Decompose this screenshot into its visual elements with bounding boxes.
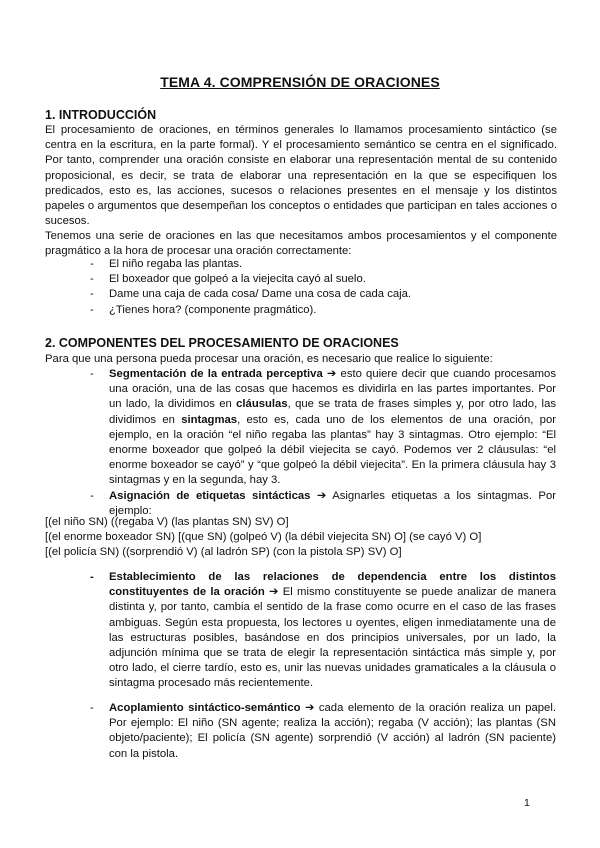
item-title: Acoplamiento sintáctico-semántico: [109, 702, 301, 714]
component-syntactic-labels: - Asignación de etiquetas sintácticas ➔ Asignarles etiquetas a los sintagmas. Por ejemplo:: [90, 490, 557, 518]
list-item: - Dame una caja de cada cosa/ Dame una cosa de cada caja.: [90, 287, 411, 302]
page-number: 1: [524, 797, 530, 809]
item-title: Establecimiento de las relaciones de dependencia entre los distintos constituyentes de la oración: [109, 571, 556, 599]
parse-example-1: [(el niño SN) ((regaba V) (las plantas SN) SV) O]: [45, 516, 289, 528]
parse-example-2: [(el enorme boxeador SN) [(que SN) (golpeó V) (la débil viejecita SN) O] (se cayó V) O]: [45, 531, 482, 543]
list-item: - ¿Tienes hora? (componente pragmático).: [90, 303, 411, 318]
page-title: TEMA 4. COMPRENSIÓN DE ORACIONES: [160, 74, 440, 90]
item-title: Asignación de etiquetas sintácticas: [109, 490, 311, 502]
section-2-intro: Para que una persona pueda procesar una oración, es necesario que realice lo siguiente:: [45, 353, 493, 365]
component-syntactic-semantic-coupling: - Acoplamiento sintáctico-semántico ➔ cada elemento de la oración realiza un papel. Por ejemplo: El niño (SN agente; realiza la acción); regaba (V acción); las plantas (SN objeto/paciente); El policía (SN agente) sorprendió (V acción) al ladrón (SN paciente) con la pistola.: [90, 702, 556, 760]
section-1-heading: 1. INTRODUCCIÓN: [45, 108, 157, 122]
intro-paragraph-1: El procesamiento de oraciones, en términos generales lo llamamos procesamiento sintáctico (se centra en la escritura, en la parte formal). Y el procesamiento semántico se centra en el significado. Por tanto, comprender una oración consiste en elaborar una representación mental de su contenido proposicional, es decir, se trata de elaborar una representación en la que se especifiquen los predicados, esto es, las acciones, sucesos o relaciones presentes en el mensaje y los distintos papeles o argumentos que desempeñan los conceptos o entidades que participan en tales acciones o sucesos.: [45, 124, 557, 228]
intro-paragraph-2: Tenemos una serie de oraciones en las que necesitamos ambos procesamientos y el componente pragmático a la hora de procesar una oración correctamente:: [45, 230, 557, 258]
list-item: - El niño regaba las plantas.: [90, 257, 411, 272]
component-segmentation: - Segmentación de la entrada perceptiva ➔ esto quiere decir que cuando procesamos una oración, una de las cosas que hacemos es dividirla en las partes importantes. Por un lado, la dividimos en cláusulas, que se trata de frases simples y, por otro lado, las dividimos en sintagmas, esto es, cada uno de los elementos de una oración, por ejemplo, en la oración “el niño regaba las plantas” hay 3 sintagmas. Otro ejemplo: “El enorme boxeador que golpeó la débil viejecita se cayó. Podemos ver 2 cláusulas: “el enorme boxeador se cayó” y “que golpeó la débil viejecita”. En la primera cláusula hay 3 sintagmas y en la segunda, hay 3.: [90, 368, 556, 487]
section-2-heading: 2. COMPONENTES DEL PROCESAMIENTO DE ORACIONES: [45, 336, 399, 350]
component-dependency-relations: - Establecimiento de las relaciones de dependencia entre los distintos constituyentes de la oración ➔ El mismo constituyente se puede analizar de manera distinta y, por tanto, cambia el sentido de la frase como ocurre en el caso de las frases ambiguas. Según esta propuesta, los lectores u oyentes, eligen inmediatamente una de las estructuras posibles, basándose en dos principios universales, por un lado, la adjunción mínima que se trata de elegir la representación sintáctica más simple y, por otro lado, el cierre tardío, esto es, unir las nuevas unidades gramaticales a la cláusula o sintagma procesado más recientemente.: [90, 571, 557, 690]
item-title: Segmentación de la entrada perceptiva: [109, 368, 323, 380]
parse-example-3: [(el policía SN) ((sorprendió V) (al ladrón SP) (con la pistola SP) SV) O]: [45, 546, 402, 558]
example-list: [90, 257, 411, 318]
keyword-clausulas: cláusulas: [236, 398, 288, 411]
list-item: - El boxeador que golpeó a la viejecita cayó al suelo.: [90, 272, 411, 287]
keyword-sintagmas: sintagmas: [181, 413, 238, 426]
